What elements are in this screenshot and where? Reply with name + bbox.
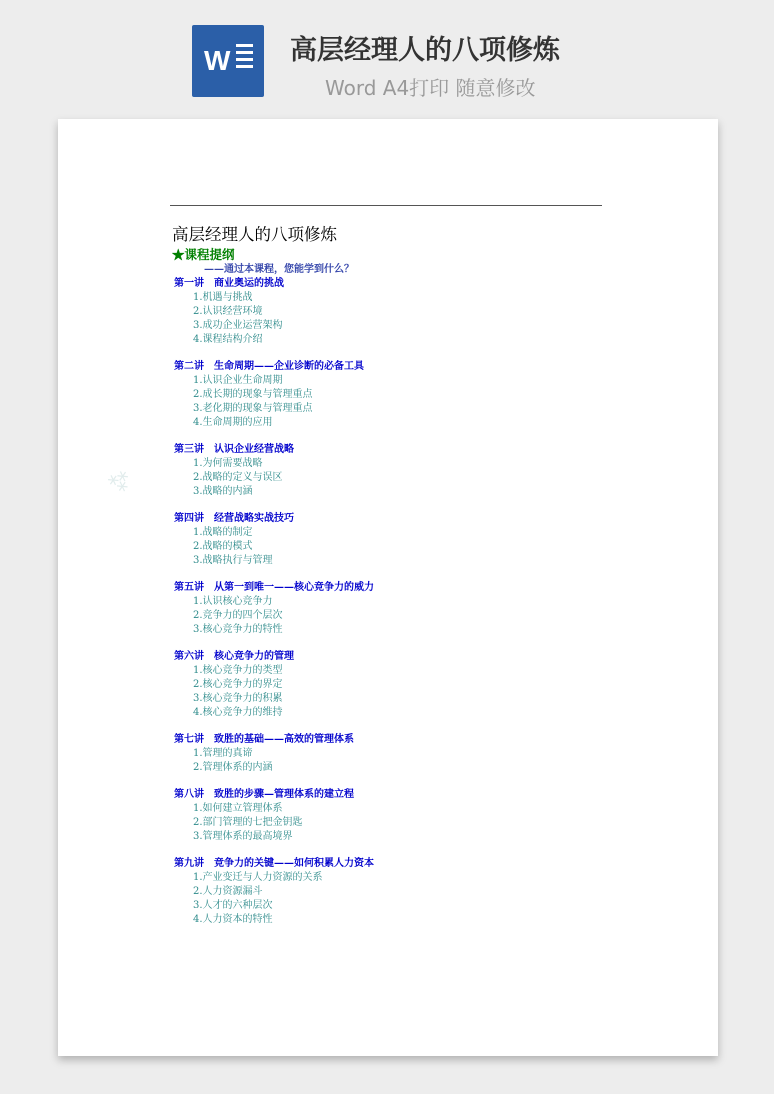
- lecture-item: 2.管理体系的内涵: [193, 762, 273, 773]
- watermark: ⁂: [102, 464, 136, 499]
- lecture-item: 1.战略的制定: [193, 527, 253, 538]
- lecture-item: 2.部门管理的七把金钥匙: [193, 817, 303, 828]
- lecture-block: [172, 277, 612, 347]
- lecture-item: 1.为何需要战略: [193, 458, 263, 469]
- lecture-heading: 第七讲 致胜的基础——高效的管理体系: [174, 734, 354, 745]
- lecture-heading: 第五讲 从第一到唯一——核心竞争力的威力: [174, 582, 374, 593]
- lecture-block: [172, 512, 612, 568]
- header: [0, 0, 774, 118]
- lecture-item: 3.管理体系的最高境界: [193, 831, 293, 842]
- lecture-list: [172, 277, 612, 927]
- document-content: [172, 223, 612, 940]
- lecture-block: [172, 857, 612, 927]
- lecture-heading: 第四讲 经营战略实战技巧: [174, 513, 294, 524]
- lecture-item: 1.核心竞争力的类型: [193, 665, 283, 676]
- lecture-item: 4.生命周期的应用: [193, 417, 273, 428]
- lecture-item: 3.成功企业运营架构: [193, 320, 283, 331]
- page-title: 高层经理人的八项修炼: [290, 35, 560, 66]
- word-icon-letter: W: [204, 45, 231, 76]
- page-subtitle: Word A4打印 随意修改: [325, 76, 536, 100]
- document-page: [58, 119, 718, 1056]
- word-document-icon: [192, 25, 264, 97]
- lecture-item: 1.管理的真谛: [193, 748, 253, 759]
- lecture-block: [172, 443, 612, 499]
- lecture-item: 3.人才的六种层次: [193, 900, 273, 911]
- intro-line: ——通过本课程，您能学到什么？: [204, 264, 354, 275]
- lecture-block: [172, 733, 612, 775]
- lecture-item: 1.如何建立管理体系: [193, 803, 283, 814]
- lecture-item: 3.战略执行与管理: [193, 555, 273, 566]
- lecture-item: 1.认识企业生命周期: [193, 375, 283, 386]
- lecture-heading: 第六讲 核心竞争力的管理: [174, 651, 294, 662]
- header-rule: [170, 205, 602, 206]
- lecture-item: 2.人力资源漏斗: [193, 886, 263, 897]
- lecture-item: 4.核心竞争力的维持: [193, 707, 283, 718]
- lecture-item: 2.核心竞争力的界定: [193, 679, 283, 690]
- lecture-item: 2.竞争力的四个层次: [193, 610, 283, 621]
- lecture-heading: 第八讲 致胜的步骤—管理体系的建立程: [174, 789, 354, 800]
- lecture-item: 2.战略的模式: [193, 541, 253, 552]
- lecture-item: 2.认识经营环境: [193, 306, 263, 317]
- lecture-item: 3.战略的内涵: [193, 486, 253, 497]
- lines-icon: [236, 44, 253, 72]
- lecture-block: [172, 650, 612, 720]
- lecture-item: 3.核心竞争力的积累: [193, 693, 283, 704]
- lecture-heading: 第一讲 商业奥运的挑战: [174, 278, 284, 289]
- lecture-item: 1.产业变迁与人力资源的关系: [193, 872, 323, 883]
- lecture-item: 4.人力资本的特性: [193, 914, 273, 925]
- lecture-item: 1.机遇与挑战: [193, 292, 253, 303]
- outline-label: ★课程提纲: [172, 247, 235, 262]
- lecture-block: [172, 581, 612, 637]
- lecture-block: [172, 788, 612, 844]
- lecture-heading: 第三讲 认识企业经营战略: [174, 444, 294, 455]
- lecture-item: 2.战略的定义与误区: [193, 472, 283, 483]
- lecture-item: 2.成长期的现象与管理重点: [193, 389, 313, 400]
- lecture-item: 3.核心竞争力的特性: [193, 624, 283, 635]
- lecture-item: 1.认识核心竞争力: [193, 596, 273, 607]
- document-title: 高层经理人的八项修炼: [172, 225, 337, 244]
- lecture-item: 3.老化期的现象与管理重点: [193, 403, 313, 414]
- lecture-item: 4.课程结构介绍: [193, 334, 263, 345]
- lecture-block: [172, 360, 612, 430]
- lecture-heading: 第九讲 竞争力的关键——如何积累人力资本: [174, 858, 374, 869]
- lecture-heading: 第二讲 生命周期——企业诊断的必备工具: [174, 361, 364, 372]
